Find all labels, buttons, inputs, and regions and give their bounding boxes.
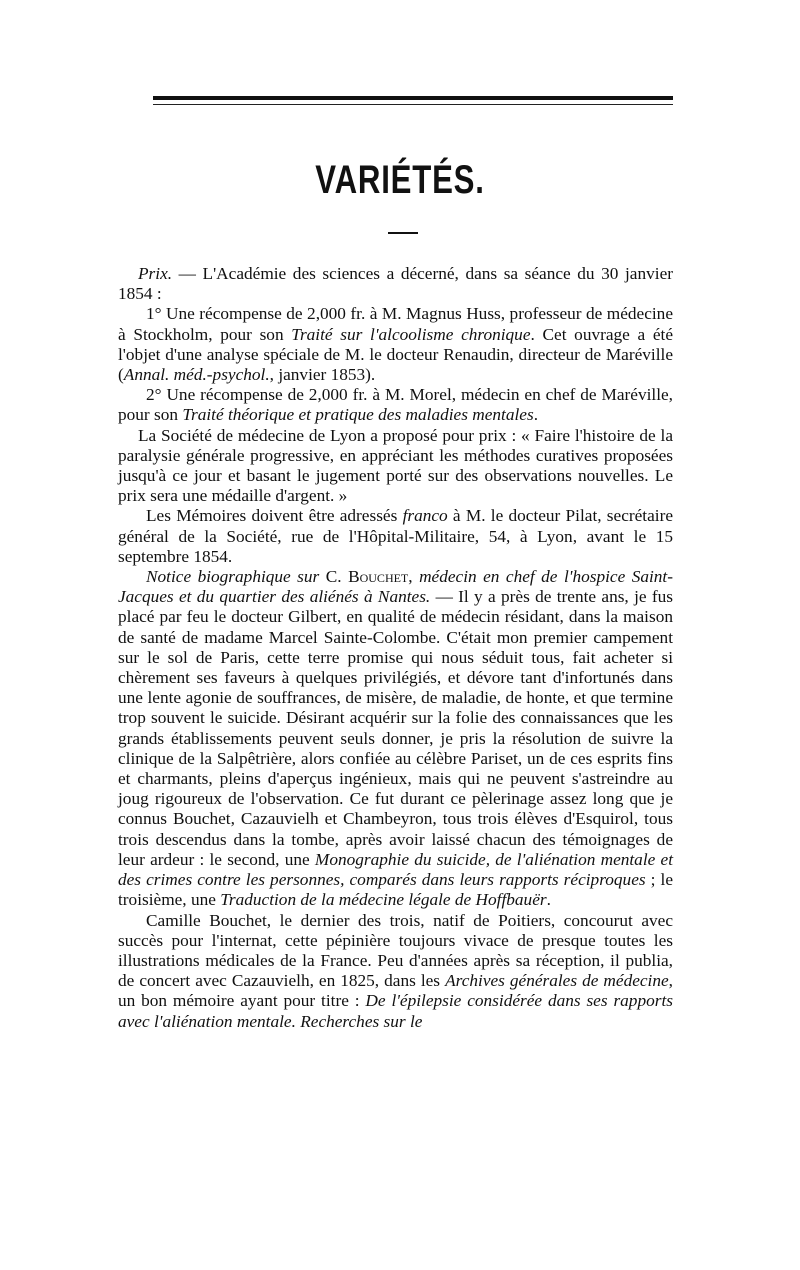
paragraph-prix [118,264,673,304]
text-run: , [408,567,420,587]
text-run: à M. le docteur Pilat, secrétaire général de la Société, rue de l'Hôpital-Militaire, 54, à Lyon, avant le 15 septembre 1854. [118,506,673,566]
text-run: ; le troisième, une [118,870,673,910]
text-run: Bouchet [348,567,409,587]
text-run: Traduction de la médecine légale de Hoffbauër [220,890,547,910]
header-rule-thick [153,96,673,100]
text-run: Notice biographique sur [146,567,320,587]
paragraph-memoires [118,506,673,567]
article-body [118,264,673,1032]
text-run: Monographie du suicide, de l'aliénation mentale et des crimes contre les personnes, comparés dans leurs rapports réciproques [118,849,673,890]
text-run: Les Mémoires doivent être adressés [146,506,403,526]
page-title: VARIÉTÉS. [315,158,485,202]
text-run: médecin en chef de l'hospice Saint-Jacques et du quartier des aliénés à Nantes. [118,567,673,607]
paragraph-notice [118,567,673,910]
text-run: Annal. méd.-psychol. [123,365,270,385]
text-run: Camille Bouchet, le dernier des trois, natif de Poitiers, concourut avec succès pour l'internat, cette pépinière toujours vivace de presque toutes les illustrations médicales de la France. Peu d'années après sa réception, il publia, de concert avec Cazauvielh, en 1825, dans les [118,910,673,991]
paragraph-item-1 [118,304,673,385]
text-run: Prix. [138,264,173,283]
text-run: De l'épilepsie considérée dans ses rapports avec l'aliénation mentale. Recherches sur le [118,991,673,1031]
text-run: . [546,890,551,910]
text-run: — Il y a près de trente ans, je fus placé par feu le docteur Gilbert, en qualité de médecin résidant, dans la maison de santé de madame Marcel Sainte-Colombe. C'était mon premier campement sur le sol de Paris, cette terre promise qui nous séduit tous, fait acheter si chèrement ses faveurs à quelques privilégiés, et dévore tant d'infortunés dans une lente agonie de souffrances, de misère, de maladie, de honte, et que termine trop souvent le suicide. Désirant acquérir sur la folie des connaissances que les grands établissements peuvent seuls donner, je pris la résolution de suivre la clinique de la Salpêtrière, alors confiée au célèbre Pariset, un de ces esprits fins et charmants, pleins d'aperçus ingénieux, mais qui ne peuvent s'astreindre au joug rigoureux de l'observation. Ce fut durant ce pèlerinage assez long que je connus Bouchet, Cazauvielh et Chambeyron, tous trois élèves d'Esquirol, tous trois descendus dans la tombe, après avoir laissé chacun des témoignages de leur ardeur : le second, une [118,587,673,869]
text-run: franco [402,506,448,526]
text-run: . Cet ouvrage a été l'objet d'une analyse spéciale de M. le docteur Renaudin, directeur de Maréville ( [118,324,673,385]
paragraph-camille-bouchet [118,911,673,1032]
title-separator [388,232,418,234]
text-run: . [533,405,539,425]
paragraph-item-2 [118,385,673,425]
text-run: 1° Une récompense de 2,000 fr. à M. Magnus Huss, professeur de médecine à Stockholm, pour son [118,304,673,344]
text-run: Archives générales de médecine [445,971,669,991]
text-run: La Société de médecine de Lyon a proposé pour prix : « Faire l'histoire de la paralysie générale progressive, en appréciant les méthodes curatives proposées jusqu'à ce jour et basant le jugement porté sur des observations nouvelles. Le prix sera une médaille d'argent. » [118,425,673,506]
text-run: — L'Académie des sciences a décerné, dans sa séance du 30 janvier 1854 : [118,264,673,304]
text-run: Traité théorique et pratique des maladies mentales [182,405,534,425]
text-run: Traité sur l'alcoolisme chronique [291,324,531,344]
header-rule-thin [153,104,673,105]
text-run: , un bon mémoire ayant pour titre : [118,971,673,1011]
text-run: , janvier 1853). [269,365,376,385]
paragraph-lyon-prize [118,426,673,507]
text-run: C. [319,567,349,587]
text-run: 2° Une récompense de 2,000 fr. à M. Morel, médecin en chef de Maréville, pour son [118,385,673,425]
